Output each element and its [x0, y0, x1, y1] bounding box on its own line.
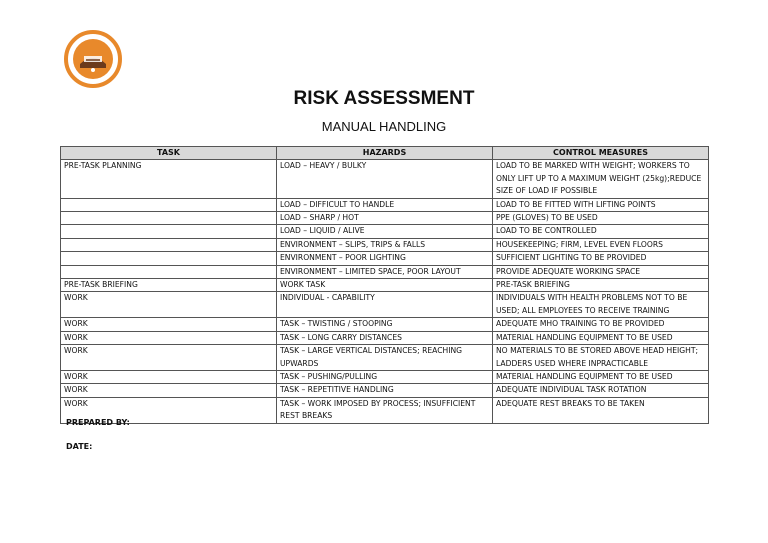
hazard-cell: LOAD – SHARP / HOT [277, 212, 493, 225]
control-cell: ADEQUATE INDIVIDUAL TASK ROTATION [493, 384, 709, 397]
task-cell: WORK [61, 397, 277, 423]
hazard-cell: TASK – REPETITIVE HANDLING [277, 384, 493, 397]
task-cell [61, 212, 277, 225]
table-row [61, 212, 709, 225]
hazard-cell: LOAD – DIFFICULT TO HANDLE [277, 198, 493, 211]
control-cell: MATERIAL HANDLING EQUIPMENT TO BE USED [493, 331, 709, 344]
table-row [61, 370, 709, 383]
hazard-cell: TASK – PUSHING/PULLING [277, 370, 493, 383]
hazard-cell: WORK TASK [277, 279, 493, 292]
organization-logo [64, 30, 122, 88]
table-row [61, 225, 709, 238]
table-row [61, 318, 709, 331]
table-row [61, 292, 709, 318]
control-cell: NO MATERIALS TO BE STORED ABOVE HEAD HEIGHT; LADDERS USED WHERE INPRACTICABLE [493, 345, 709, 371]
task-cell [61, 198, 277, 211]
column-header-control-measures: CONTROL MEASURES [493, 147, 709, 160]
table-row [61, 331, 709, 344]
table-row [61, 384, 709, 397]
table-row [61, 198, 709, 211]
task-cell: PRE-TASK PLANNING [61, 160, 277, 198]
task-cell: WORK [61, 370, 277, 383]
control-cell: ADEQUATE REST BREAKS TO BE TAKEN [493, 397, 709, 423]
table-header-row [61, 147, 709, 160]
table-row [61, 160, 709, 198]
column-header-hazards: HAZARDS [277, 147, 493, 160]
risk-assessment-table [60, 146, 709, 424]
hazard-cell: INDIVIDUAL - CAPABILITY [277, 292, 493, 318]
column-header-task: TASK [61, 147, 277, 160]
hazard-cell: TASK – TWISTING / STOOPING [277, 318, 493, 331]
task-cell: WORK [61, 345, 277, 371]
hazard-cell: ENVIRONMENT – POOR LIGHTING [277, 252, 493, 265]
hazard-cell: LOAD – HEAVY / BULKY [277, 160, 493, 198]
prepared-by-label: PREPARED BY: [66, 418, 130, 427]
control-cell: MATERIAL HANDLING EQUIPMENT TO BE USED [493, 370, 709, 383]
control-cell: ADEQUATE MHO TRAINING TO BE PROVIDED [493, 318, 709, 331]
control-cell: LOAD TO BE CONTROLLED [493, 225, 709, 238]
task-cell: WORK [61, 292, 277, 318]
task-cell [61, 238, 277, 251]
date-label: DATE: [66, 442, 93, 451]
task-cell [61, 252, 277, 265]
control-cell: INDIVIDUALS WITH HEALTH PROBLEMS NOT TO BE USED; ALL EMPLOYEES TO RECEIVE TRAINING [493, 292, 709, 318]
table-row [61, 397, 709, 423]
control-cell: PPE (GLOVES) TO BE USED [493, 212, 709, 225]
task-cell: WORK [61, 384, 277, 397]
table-row [61, 345, 709, 371]
hazard-cell: ENVIRONMENT – SLIPS, TRIPS & FALLS [277, 238, 493, 251]
control-cell: PROVIDE ADEQUATE WORKING SPACE [493, 265, 709, 278]
table-row [61, 265, 709, 278]
table-row [61, 279, 709, 292]
control-cell: PRE-TASK BRIEFING [493, 279, 709, 292]
hazard-cell: TASK – LARGE VERTICAL DISTANCES; REACHING UPWARDS [277, 345, 493, 371]
control-cell: HOUSEKEEPING; FIRM, LEVEL EVEN FLOORS [493, 238, 709, 251]
hazard-cell: ENVIRONMENT – LIMITED SPACE, POOR LAYOUT [277, 265, 493, 278]
table-row [61, 252, 709, 265]
hazard-cell: TASK – LONG CARRY DISTANCES [277, 331, 493, 344]
task-cell [61, 225, 277, 238]
control-cell: LOAD TO BE FITTED WITH LIFTING POINTS [493, 198, 709, 211]
table-row [61, 238, 709, 251]
control-cell: SUFFICIENT LIGHTING TO BE PROVIDED [493, 252, 709, 265]
task-cell: WORK [61, 318, 277, 331]
task-cell: WORK [61, 331, 277, 344]
document-subtitle: MANUAL HANDLING [321, 119, 447, 134]
document-title: RISK ASSESSMENT [293, 88, 475, 109]
hazard-cell: LOAD – LIQUID / ALIVE [277, 225, 493, 238]
control-cell: LOAD TO BE MARKED WITH WEIGHT; WORKERS TO ONLY LIFT UP TO A MAXIMUM WEIGHT (25kg);REDUCE SIZE OF LOAD IF POSSIBLE [493, 160, 709, 198]
task-cell: PRE-TASK BRIEFING [61, 279, 277, 292]
task-cell [61, 265, 277, 278]
hazard-cell: TASK – WORK IMPOSED BY PROCESS; INSUFFICIENT REST BREAKS [277, 397, 493, 423]
